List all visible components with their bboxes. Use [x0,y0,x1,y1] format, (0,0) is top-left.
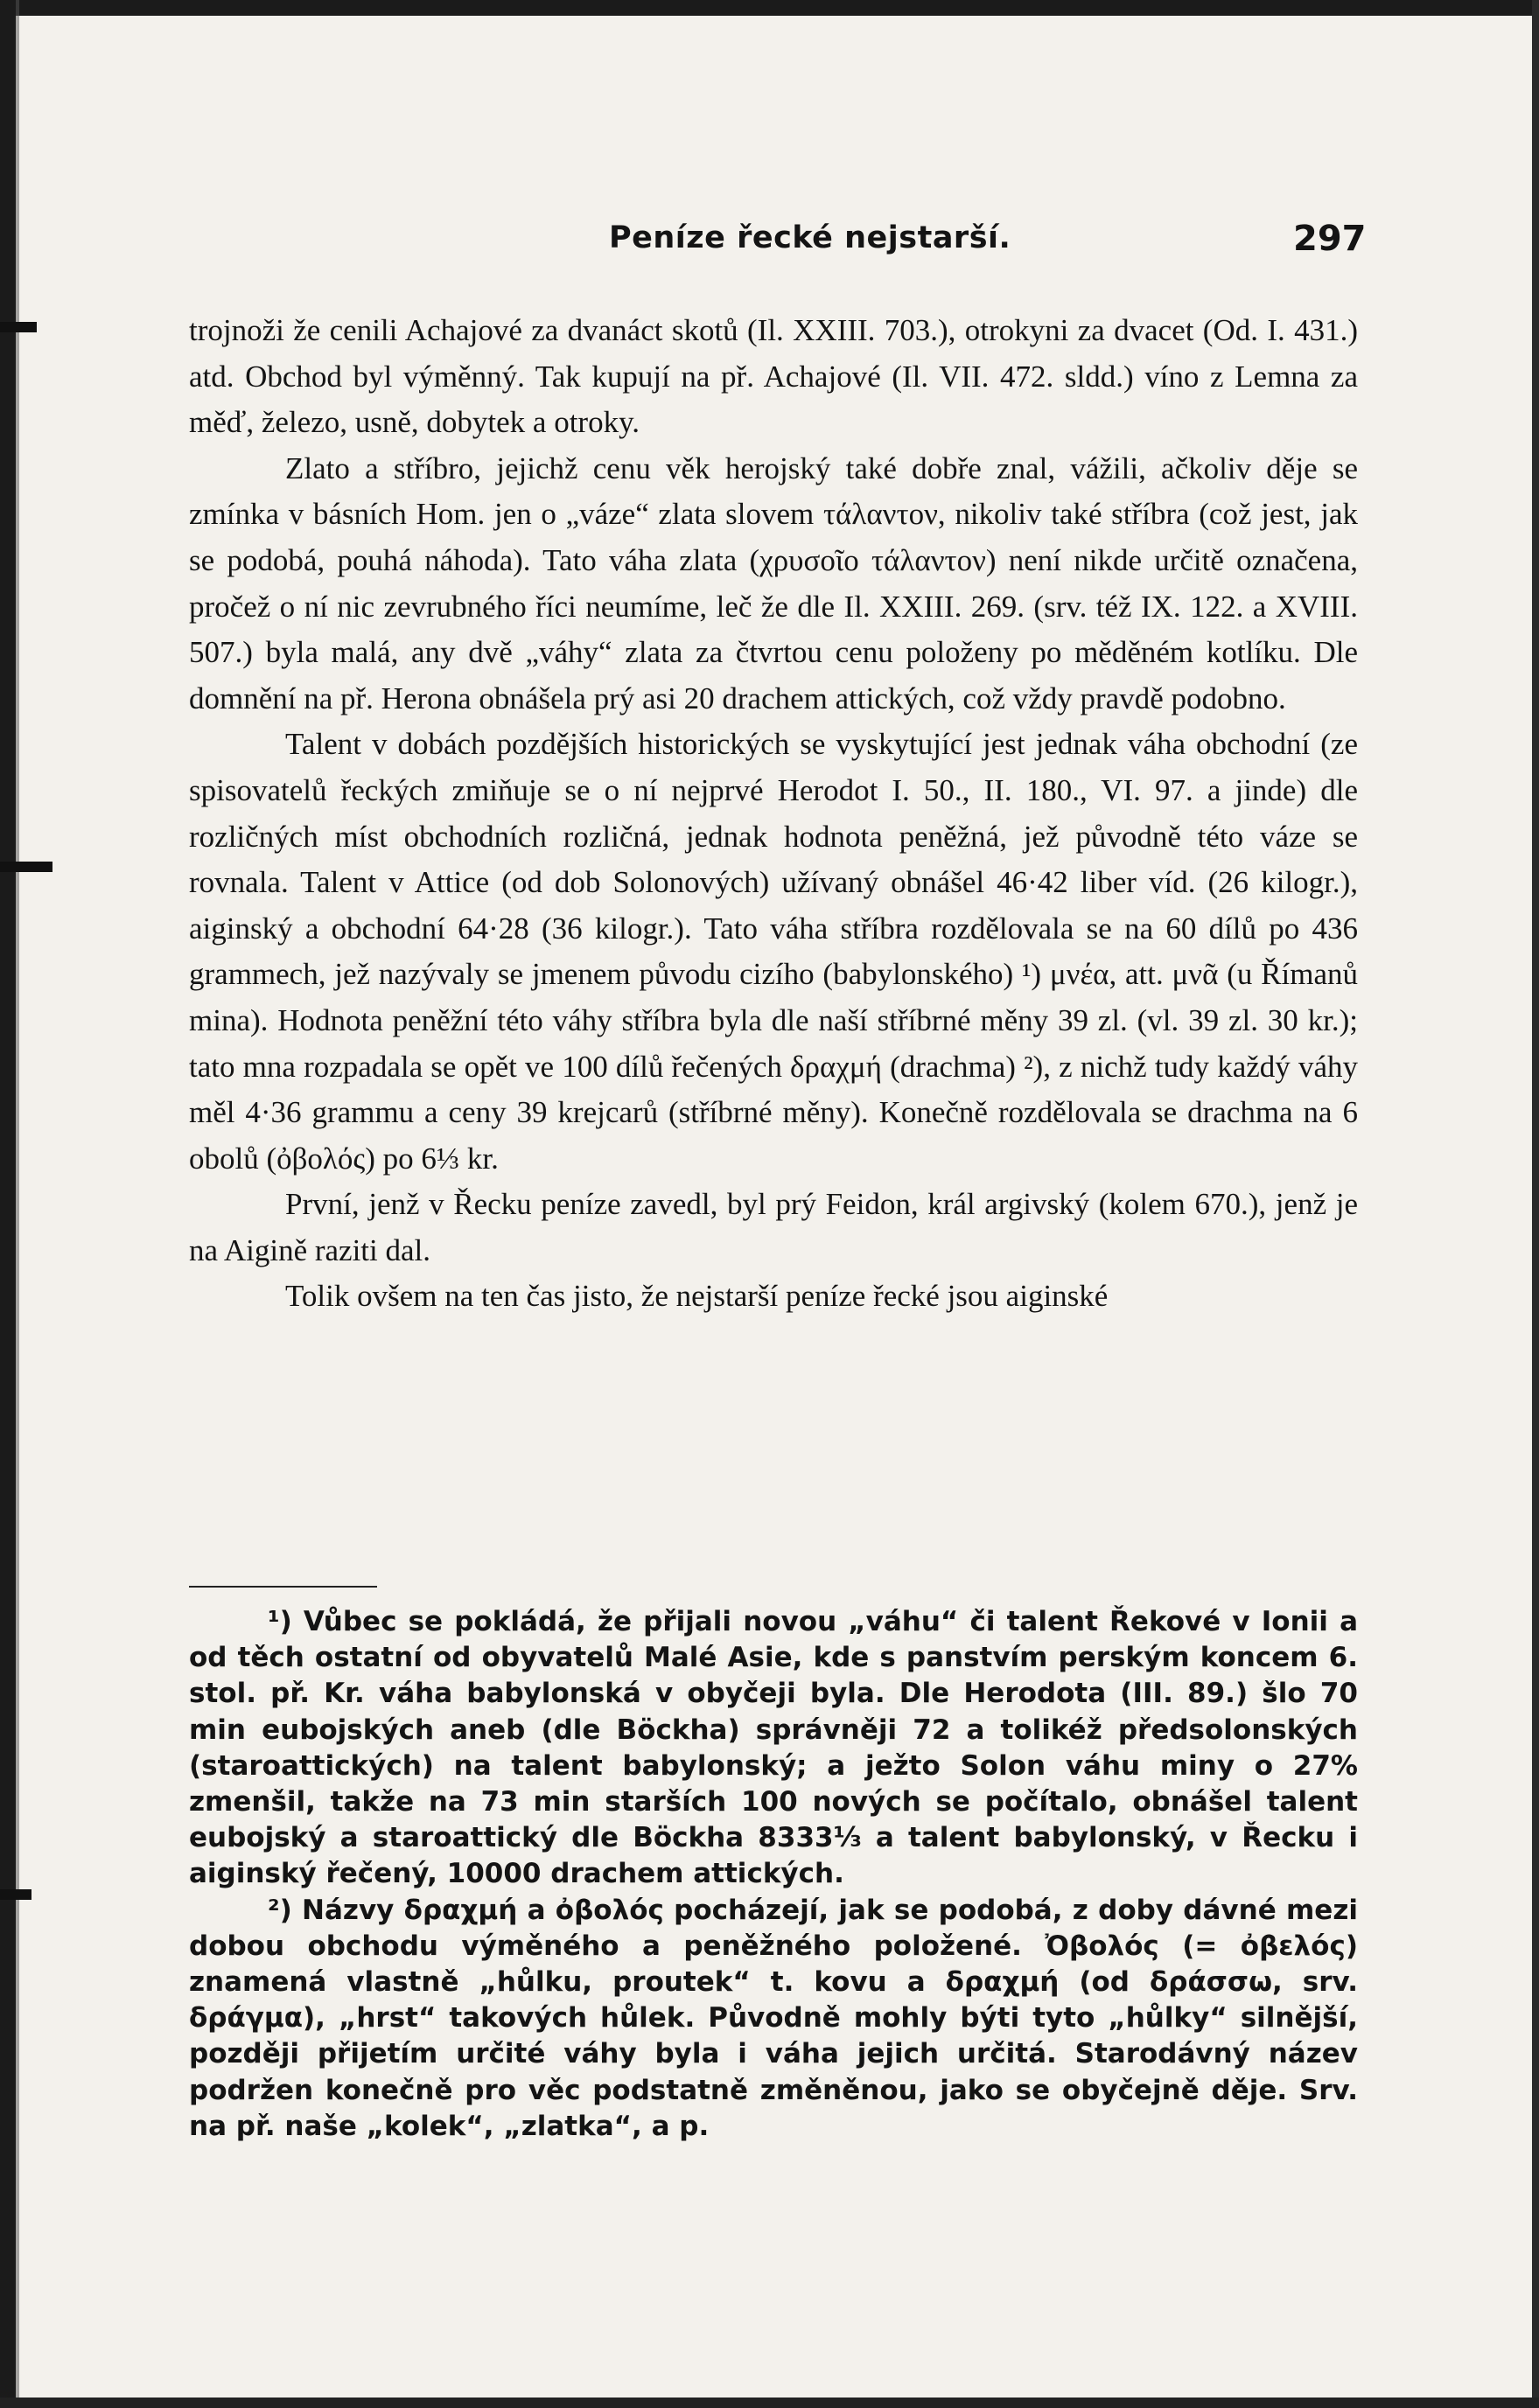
footnote-separator [189,1586,377,1588]
scan-border-left [0,0,16,2408]
scan-border-right [1532,0,1539,2408]
page-number: 297 [1293,219,1367,259]
binding-mark [0,322,37,332]
footnotes [189,1604,1358,2145]
paragraph: Zlato a stříbro, jejichž cenu věk herojský také dobře znal, vážili, ačkoliv děje se zmínka v básních Hom. jen o „váze“ zlata slovem τάλαντον, nikoliv také stříbra (což jest, jak se podobá, pouhá náhoda). Tato váha zlata (χρυσοῖο τάλαντον) není nikde určitě označena, pročež o ní nic zevrubného říci neumíme, leč že dle Il. XXIII. 269. (srv. též IX. 122. a XVIII. 507.) byla malá, any dvě „váhy“ zlata za čtvrtou cenu položeny po měděném kotlíku. Dle domnění na př. Herona obnášela prý asi 20 drachem attických, což vždy pravdě podobno. [189,450,1358,715]
paragraph: Talent v dobách pozdějších historických se vyskytující jest jednak váha obchodní (ze spisovatelů řeckých zmiňuje se o ní nejprvé Herodot I. 50., II. 180., VI. 97. a jinde) dle rozličných míst obchodních rozličná, jednak hodnota peněžná, jež původně této váze se rovnala. Talent v Attice (od dob Solonových) užívaný obnášel 46·42 liber víd. (26 kilogr.), aiginský a obchodní 64·28 (36 kilogr.). Tato váha stříbra rozdělovala se na 60 dílů po 436 grammech, jež nazývaly se jmenem původu cizího (babylonského) ¹) μνέα, att. μνᾶ (u Římanů mina). Hodnota peněžní této váhy stříbra byla dle naší stříbrné měny 39 zl. (vl. 39 zl. 30 kr.); tato mna rozpadala se opět ve 100 dílů řečených δραχμή (drachma) ²), z nichž tudy každý váhy měl 4·36 grammu a ceny 39 krejcarů (stříbrné měny). Konečně rozdělovala se drachma na 6 obolů (ὀβολός) po 6⅓ kr. [189,727,1358,1176]
main-text [189,308,1358,1320]
footnote: ²) Názvy δραχμή a ὀβολός pocházejí, jak se podobá, z doby dávné mezi dobou obchodu výměného a peněžného položené. Ὀβολός (= ὀβελός) znamená vlastně „hůlku, proutek“ t. kovu a δραχμή (od δράσσω, srv. δράγμα), „hrst“ takových hůlek. Původně mohly býti tyto „hůlky“ silnější, později přijetím určité váhy byla i váha jejich určitá. Starodávný název podržen konečně pro věc podstatně změněnou, jako se obyčejně děje. Srv. na př. naše „kolek“, „zlatka“, a p. [189,1894,1358,2142]
paragraph: První, jenž v Řecku peníze zavedl, byl prý Feidon, král argivský (kolem 670.), jenž je na Aigině raziti dal. [189,1187,1358,1267]
footnote: ¹) Vůbec se pokládá, že přijali novou „váhu“ či talent Řekové v Ionii a od těch ostatní od obyvatelů Malé Asie, kde s panstvím perským koncem 6. stol. př. Kr. váha babylonská v obyčeji byla. Dle Herodota (III. 89.) šlo 70 min eubojských aneb (dle Böckha) správněji 72 a tolikéž předsolonských (staroattických) na talent babylonský; a ježto Solon váhu miny o 27% zmenšil, takže na 73 min starších 100 nových se počítalo, obnášel talent eubojský a staroattický dle Böckha 8333⅓ a talent babylonský, v Řecku i aiginský řečený, 10000 drachem attických. [189,1606,1358,1890]
paragraph: Tolik ovšem na ten čas jisto, že nejstarší peníze řecké jsou aiginské [285,1279,1109,1314]
binding-mark [0,862,52,872]
book-spine-edge [16,0,19,2408]
page-header [0,208,1539,261]
scan-border-bottom [0,2398,1539,2408]
binding-mark [0,1889,31,1900]
scan-border-top [0,0,1539,16]
running-title: Peníze řecké nejstarší. [609,220,1011,255]
paragraph: trojnoži že cenili Achajové za dvanáct skotů (Il. XXIII. 703.), otrokyni za dvacet (Od. I. 431.) atd. Obchod byl výměnný. Tak kupují na př. Achajové (Il. VII. 472. sldd.) víno z Lemna za měď, železo, usně, dobytek a otroky. [189,313,1358,440]
